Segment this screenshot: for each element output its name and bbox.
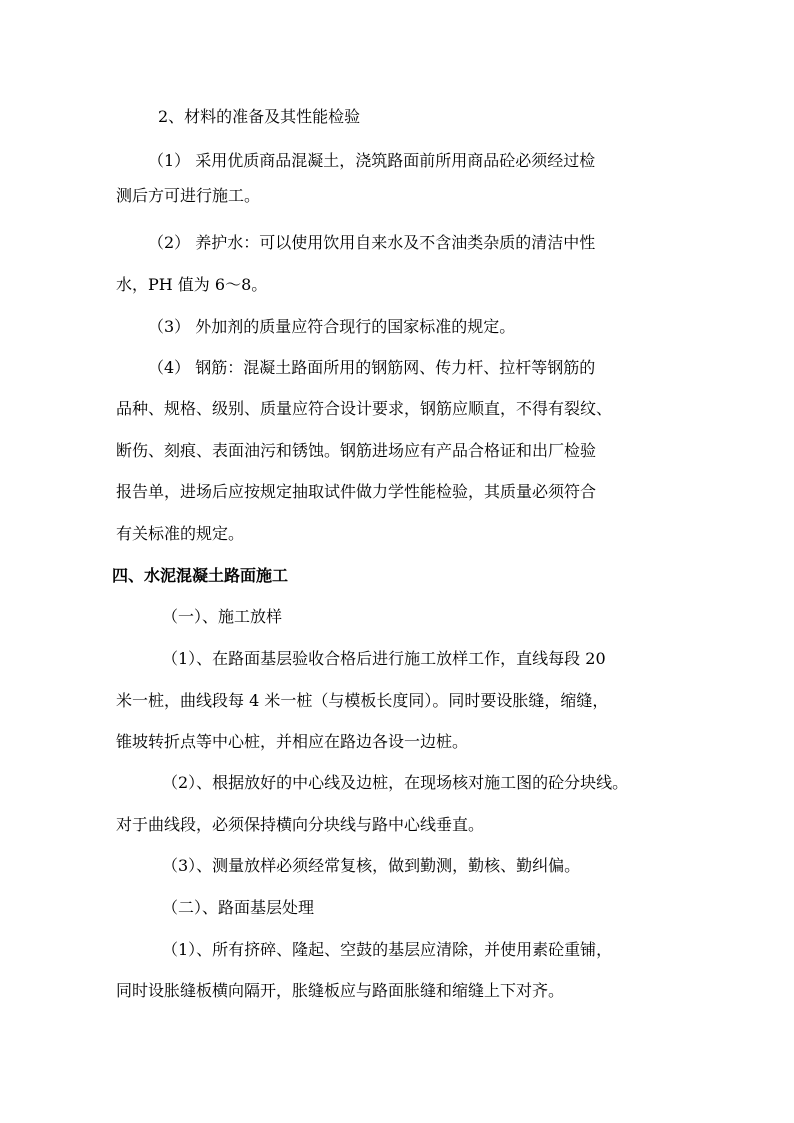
paragraph-line: （2） 养护水：可以使用饮用自来水及不含油类杂质的清洁中性 xyxy=(148,233,596,252)
paragraph-line: （3）、测量放样必须经常复核，做到勤测，勤核、勤纠偏。 xyxy=(162,856,581,875)
subsection-heading-materials: 2、材料的准备及其性能检验 xyxy=(158,107,361,126)
paragraph-line: 断伤、刻痕、表面油污和锈蚀。钢筋进场应有产品合格证和出厂检验 xyxy=(116,441,597,460)
paragraph-line: 对于曲线段，必须保持横向分块线与路中心线垂直。 xyxy=(116,815,485,834)
paragraph-line: （4） 钢筋：混凝土路面所用的钢筋网、传力杆、拉杆等钢筋的 xyxy=(148,358,596,377)
paragraph-line: 品种、规格、级别、质量应符合设计要求，钢筋应顺直，不得有裂纹、 xyxy=(116,399,613,418)
paragraph-line: （1） 采用优质商品混凝土，浇筑路面前所用商品砼必须经过检 xyxy=(148,151,596,170)
paragraph-line: （2）、根据放好的中心线及边桩，在现场核对施工图的砼分块线。 xyxy=(162,773,629,792)
paragraph-line: 测后方可进行施工。 xyxy=(116,186,261,205)
paragraph-line: （3） 外加剂的质量应符合现行的国家标准的规定。 xyxy=(148,317,516,336)
paragraph-line: 米一桩，曲线段每 4 米一桩（与模板长度同）。同时要设胀缝，缩缝， xyxy=(116,691,609,710)
paragraph-line: （1）、所有挤碎、隆起、空鼓的基层应清除，并使用素砼重铺， xyxy=(162,940,613,959)
paragraph-line: 有关标准的规定。 xyxy=(116,524,245,543)
paragraph-line: （1）、在路面基层验收合格后进行施工放样工作，直线每段 20 xyxy=(162,649,606,668)
paragraph-line: 水，PH 值为 6～8。 xyxy=(116,275,268,294)
paragraph-line: 报告单，进场后应按规定抽取试件做力学性能检验，其质量必须符合 xyxy=(116,482,597,501)
paragraph-line: 同时设胀缝板横向隔开，胀缝板应与路面胀缝和缩缝上下对齐。 xyxy=(116,981,565,1000)
subsection-heading-layout: （一）、施工放样 xyxy=(162,607,283,626)
subsection-heading-base: （二）、路面基层处理 xyxy=(162,898,315,917)
section-heading: 四、水泥混凝土路面施工 xyxy=(112,566,289,585)
paragraph-line: 锥坡转折点等中心桩，并相应在路边各设一边桩。 xyxy=(116,732,469,751)
